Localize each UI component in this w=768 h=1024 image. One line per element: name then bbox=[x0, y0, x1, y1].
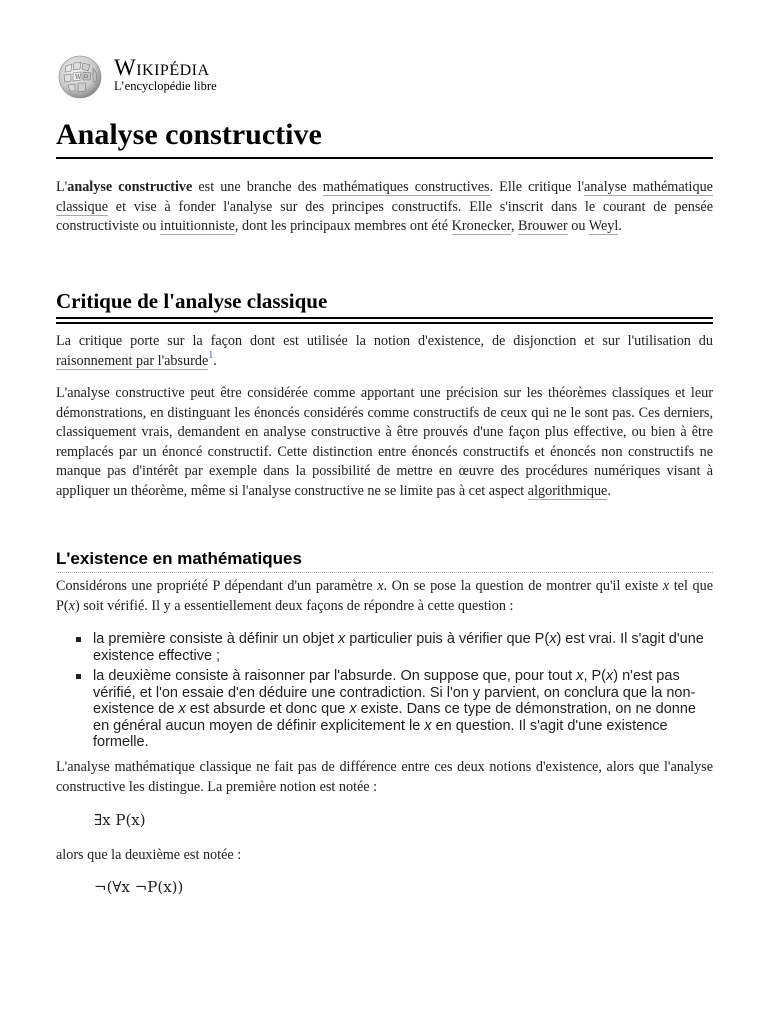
svg-text:Ω: Ω bbox=[84, 74, 89, 80]
subsection-heading-existence: L'existence en mathématiques bbox=[56, 548, 713, 573]
existence-list bbox=[56, 631, 713, 755]
link-mathematiques-constructives[interactable]: mathématiques constructives bbox=[322, 179, 490, 195]
link-raisonnement-par-l-absurde[interactable]: raisonnement par l'absurde bbox=[56, 352, 209, 369]
site-header bbox=[56, 52, 356, 102]
link-analyse-mathematique[interactable]: analyse mathématique bbox=[584, 179, 713, 195]
link-kronecker[interactable]: Kronecker bbox=[451, 218, 511, 234]
link-weyl[interactable]: Weyl bbox=[588, 218, 619, 234]
section-heading-critique: Critique de l'analyse classique bbox=[56, 288, 713, 319]
existence-paragraph-1: Considérons une propriété P dépendant d'un paramètre x. On se pose la question de montrer qu'il existe x tel que P(x) soit vérifié. Il y a essentiellement deux façons de répondre à cette question : bbox=[56, 578, 713, 614]
list-item: la première consiste à définir un objet x particulier puis à vérifier que P(x) est vrai. Il s'agit d'une existence effective ; bbox=[56, 631, 713, 664]
existence-paragraph-2: L'analyse mathématique classique ne fait pas de différence entre ces deux notions d'existence, alors que l'analyse constructive les distingue. La première notion est notée : bbox=[56, 759, 713, 795]
reference-link[interactable]: 1 bbox=[208, 349, 214, 361]
svg-text:W: W bbox=[75, 74, 82, 81]
critique-paragraph-2: L'analyse constructive peut être considérée comme apportant une précision sur les théorèmes classiques et leur démonstrations, en distinguant les énoncés considérés comme constructifs de ceux qui ne le sont pas. Ces derniers, classiquement vrais, demandent en analyse constructive à être prouvés d'une façon plus effective, ou bien à être remplacés par un énoncé constructif. Cette distinction entre énoncés constructifs et énoncés non constructifs ne manque pas d'intérêt par exemple dans la possibilité de mettre en œuvre des procédures numériques visant à appliquer un théorème, même si l'analyse constructive ne se limite pas à cet aspect algorithmique. bbox=[56, 385, 713, 499]
list-item: la deuxième consiste à raisonner par l'absurde. On suppose que, pour tout x, P(x) n'est pas vérifié, et l'on essaie d'en déduire une contradiction. Si l'on y parvient, on conclura que la non-existence de x est absurde et donc que x existe. Dans ce type de démonstration, on ne donne en général aucun moyen de définir explicitement le x en question. Il s'agit d'une existence formelle. bbox=[56, 668, 713, 751]
existence-paragraph-3: alors que la deuxième est notée : bbox=[56, 847, 242, 863]
site-tagline: L’encyclopédie libre bbox=[114, 79, 217, 93]
link-algorithmique[interactable]: algorithmique bbox=[527, 482, 608, 499]
wikipedia-globe-icon[interactable] bbox=[56, 54, 104, 100]
page-title: Analyse constructive bbox=[56, 118, 713, 159]
link-intuitionniste[interactable]: intuitionniste bbox=[160, 218, 235, 234]
formula-double-negation: ¬(∀x ¬P(x)) bbox=[94, 878, 184, 896]
bullet-icon bbox=[76, 674, 81, 679]
bold-term: analyse constructive bbox=[67, 179, 193, 195]
formula-existential: ∃x P(x) bbox=[94, 811, 146, 829]
link-classique[interactable]: classique bbox=[56, 198, 109, 215]
intro-paragraph: L'analyse constructive est une branche des mathématiques constructives. Elle critique l'analyse mathématique classique et vise à fonder l'analyse sur des principes constructifs. Elle s'inscrit dans le courant de pensée constructiviste ou intuitionniste, dont les principaux membres ont été Kronecker, Brouwer ou Weyl. bbox=[56, 179, 713, 234]
link-brouwer[interactable]: Brouwer bbox=[518, 218, 568, 234]
critique-paragraph-1: La critique porte sur la façon dont est utilisée la notion d'existence, de disjonction et sur l'utilisation du raisonnement par l'absurde$^1$. bbox=[56, 333, 713, 369]
site-wordmark[interactable]: Wikipédia bbox=[114, 55, 210, 80]
bullet-icon bbox=[76, 637, 81, 642]
